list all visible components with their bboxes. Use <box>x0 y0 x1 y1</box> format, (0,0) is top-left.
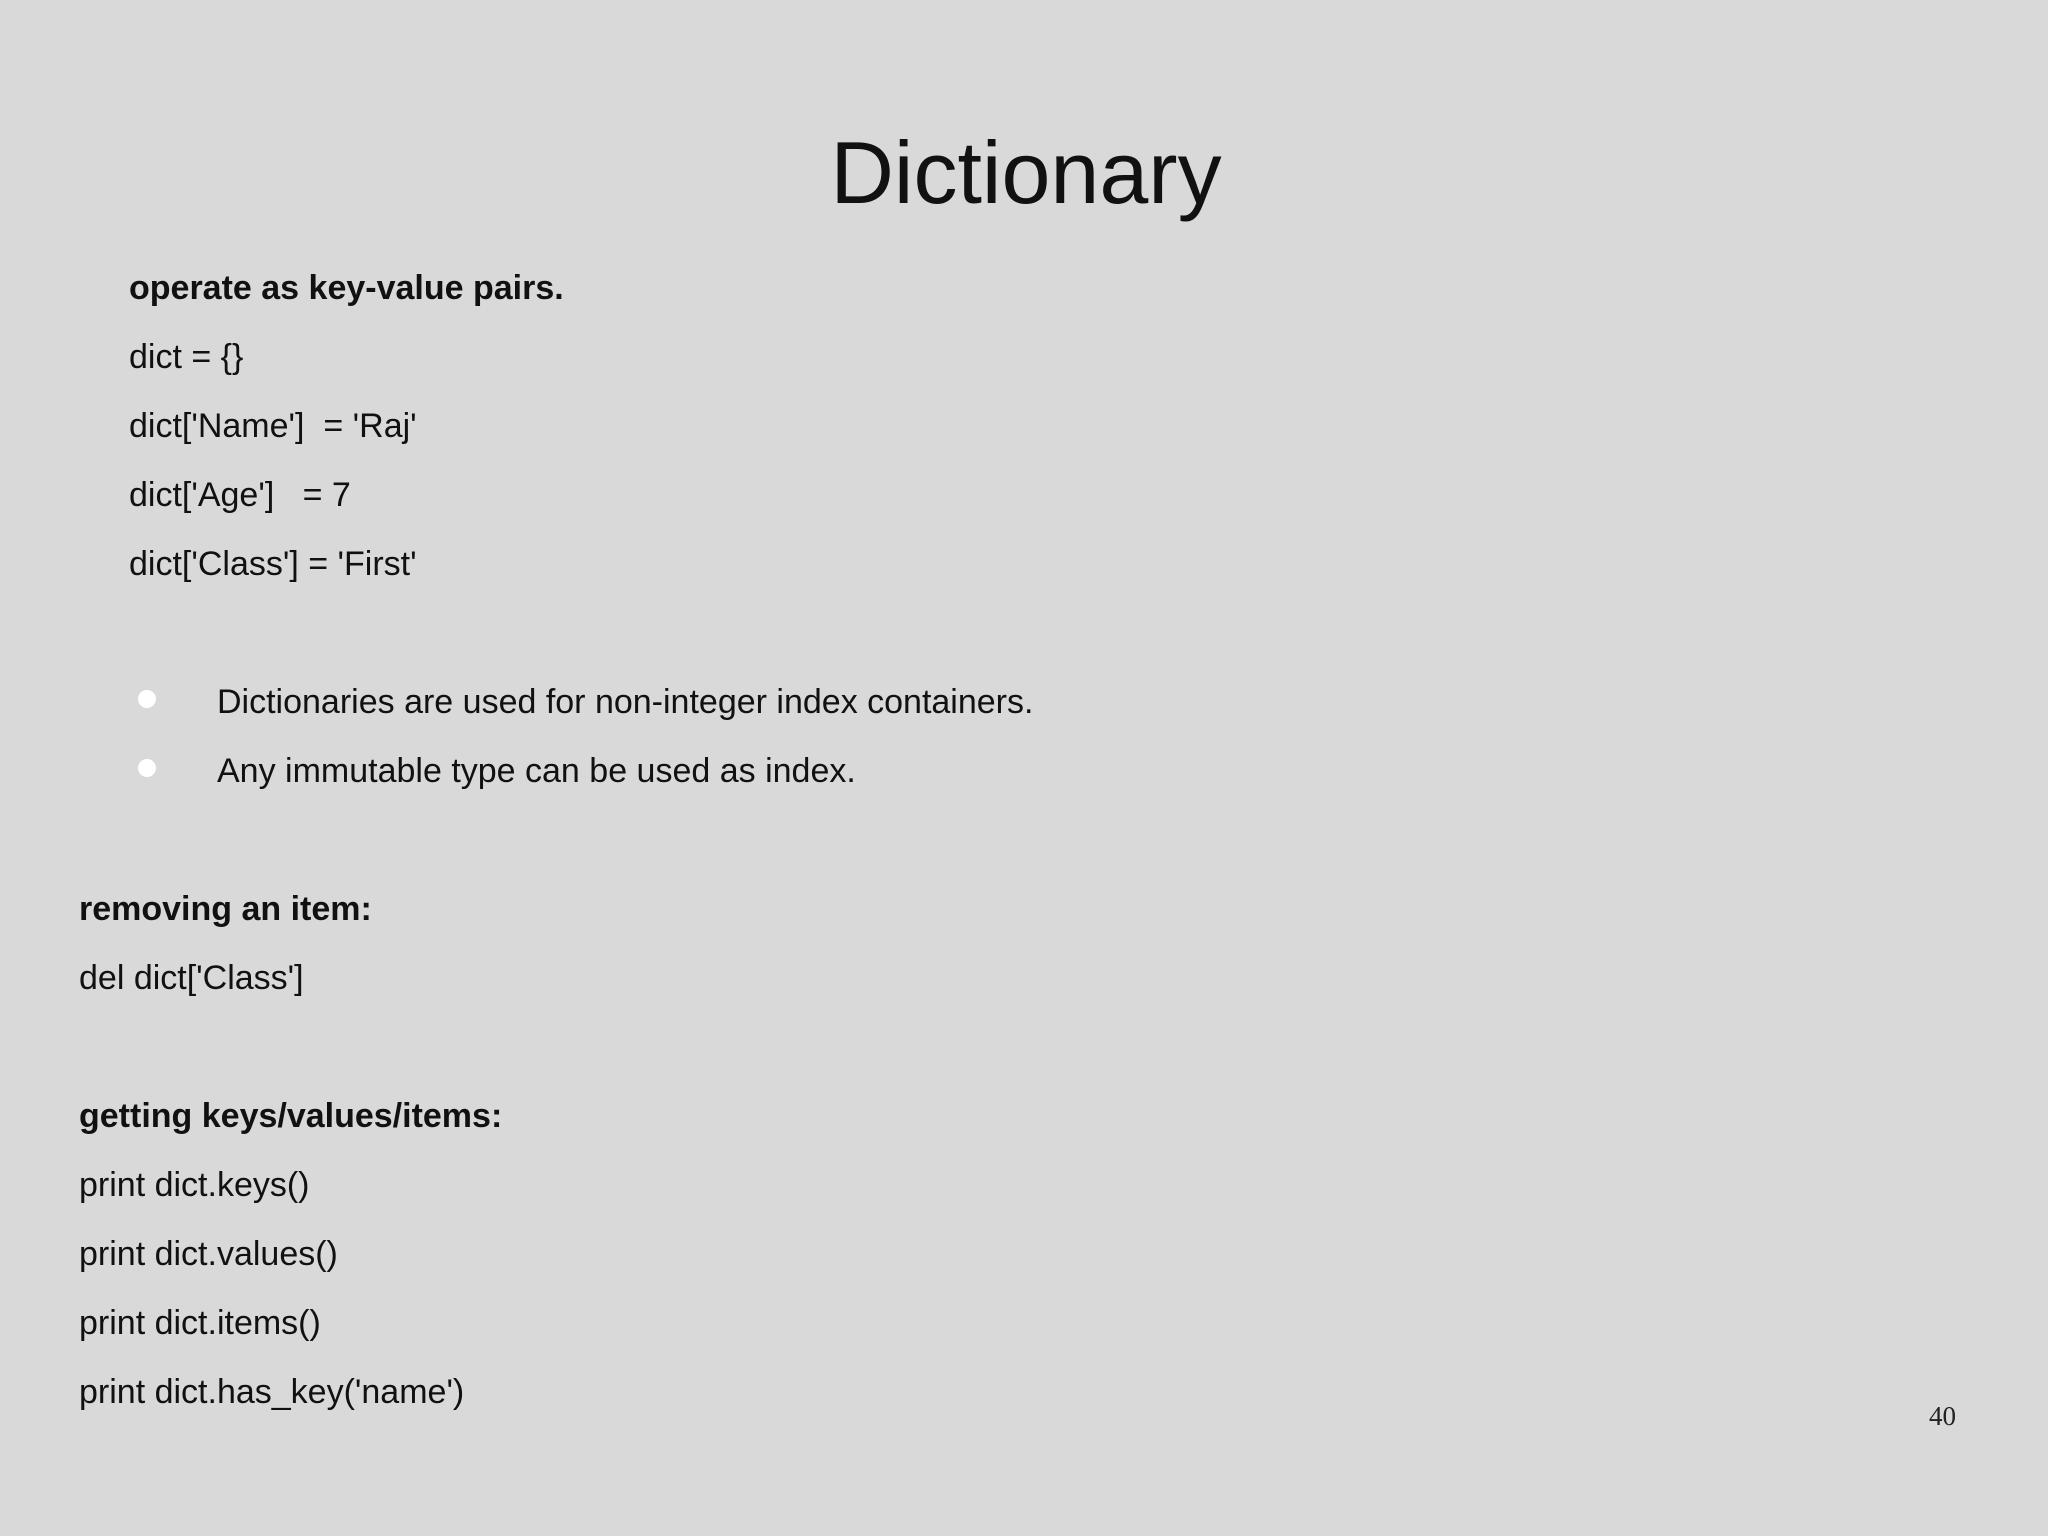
removing-heading: removing an item: <box>79 890 372 928</box>
slide-title: Dictionary <box>830 123 1222 222</box>
getting-heading: getting keys/values/items: <box>79 1097 503 1135</box>
intro-heading: operate as key-value pairs. <box>129 269 564 307</box>
bullet-text: Any immutable type can be used as index. <box>217 752 856 790</box>
bullet-icon <box>138 690 156 708</box>
bullet-text: Dictionaries are used for non-integer index containers. <box>217 683 1034 721</box>
removing-code-line: del dict['Class'] <box>79 959 304 997</box>
intro-code-line: dict = {} <box>129 338 244 376</box>
intro-code-line: dict['Age'] = 7 <box>129 476 351 514</box>
getting-code-line: print dict.keys() <box>79 1166 310 1204</box>
getting-code-line: print dict.has_key('name') <box>79 1373 465 1411</box>
bullet-icon <box>138 759 156 777</box>
getting-code-line: print dict.values() <box>79 1235 338 1273</box>
intro-code-line: dict['Class'] = 'First' <box>129 545 417 583</box>
intro-code-line: dict['Name'] = 'Raj' <box>129 407 417 445</box>
page-number: 40 <box>1929 1401 1956 1431</box>
getting-code-line: print dict.items() <box>79 1304 321 1342</box>
